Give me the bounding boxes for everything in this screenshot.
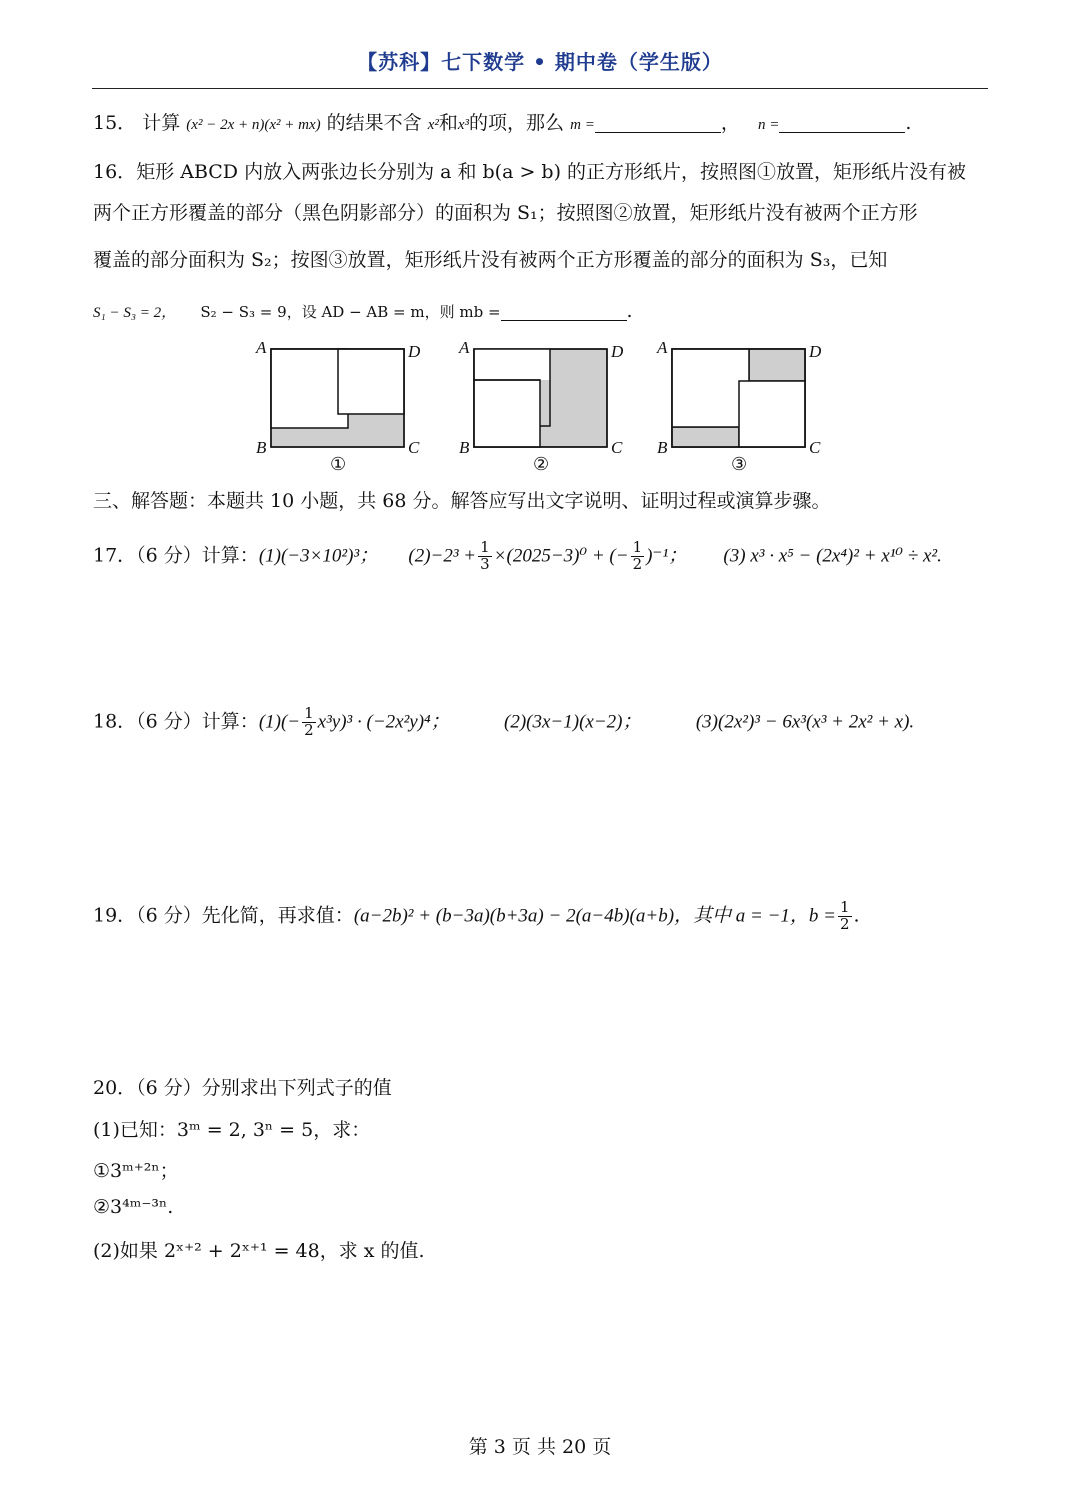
q17-part3: (3) x³ · x⁵ − (2x⁴)² + x¹⁰ ÷ x². xyxy=(723,545,942,567)
q15-and: 和 xyxy=(438,112,458,134)
q18-part2: (2)(3x−1)(x−2)； xyxy=(504,711,642,733)
question-17 xyxy=(93,540,942,573)
q17-part2-a: (2)−2³ + xyxy=(408,545,477,567)
q16-cond1: S₁ − S₃ = 2， xyxy=(93,305,177,321)
header-divider xyxy=(92,88,988,89)
q16-line3: 覆盖的部分面积为 S₂；按图③放置，矩形纸片没有被两个正方形覆盖的部分的面积为 S₃，已知 xyxy=(93,249,888,271)
q16-line2: 两个正方形覆盖的部分（黑色阴影部分）的面积为 S₁；按照图②放置，矩形纸片没有被两个正方形 xyxy=(93,202,918,224)
q16-cond2: S₂ − S₃ = 9，设 AD − AB = m，则 mb = xyxy=(200,303,501,321)
figure-3-label-c: C xyxy=(809,438,821,457)
q16-line1: 矩形 ABCD 内放入两张边长分别为 a 和 b(a > b) 的正方形纸片，按照图①放置，矩形纸片没有被 xyxy=(136,161,967,183)
figure-3-shaded-bottom xyxy=(672,427,739,447)
figure-2-label-c: C xyxy=(611,438,623,457)
figure-3-label-d: D xyxy=(809,342,822,361)
q17-part2-fraction1: $\frac{1}{3}$ xyxy=(480,538,490,573)
figure-2-label-a: A xyxy=(459,338,470,357)
figure-1-small-square xyxy=(338,349,404,414)
q17-part2-fraction2: $\frac{1}{2}$ xyxy=(632,538,643,573)
q20-part2: (2)如果 2ˣ⁺² + 2ˣ⁺¹ = 48，求 x 的值. xyxy=(93,1240,425,1262)
question-16-line3 xyxy=(93,245,887,272)
q19-end: . xyxy=(853,904,860,927)
figure-1-large-square xyxy=(271,349,348,428)
q15-end: . xyxy=(905,112,912,134)
question-20-title: 20．（6 分）分别求出下列式子的值 xyxy=(93,1077,392,1099)
q15-n-label: n = xyxy=(757,117,780,133)
q15-m-label: m = xyxy=(570,117,595,133)
figure-3 xyxy=(653,338,833,478)
question-19 xyxy=(93,900,860,933)
figure-1 xyxy=(252,338,432,478)
q15-term2: x³ xyxy=(457,117,470,133)
q16-end: . xyxy=(626,300,633,322)
figure-2-small-square xyxy=(474,380,540,447)
question-18 xyxy=(93,706,914,739)
figure-3-caption: ③ xyxy=(731,454,748,475)
q17-part2-b: ×(2025−3)⁰ + (− xyxy=(493,545,629,567)
question-16-line1 xyxy=(93,157,966,184)
figure-2-caption: ② xyxy=(533,454,550,475)
figure-1-label-c: C xyxy=(408,438,420,457)
q15-expression: (x² − 2x + n)(x² + mx) xyxy=(186,117,321,133)
q18-part1-a: (1)(− xyxy=(258,711,301,733)
q18-part3: (3)(2x²)³ − 6x³(x³ + 2x² + x). xyxy=(695,711,915,733)
q17-part1: (1)(−3×10²)³； xyxy=(258,545,379,567)
figure-1-label-b: B xyxy=(256,438,267,457)
figure-3-small-square xyxy=(739,381,805,447)
q15-prefix: 计算 xyxy=(142,112,181,134)
q15-m-blank[interactable] xyxy=(595,112,721,133)
question-16-line2 xyxy=(93,198,918,225)
section-3-heading: 三、解答题：本题共 10 小题，共 68 分。解答应写出文字说明、证明过程或演算步骤。 xyxy=(93,490,831,512)
figure-1-label-a: A xyxy=(256,338,267,357)
figure-3-shaded-top xyxy=(749,349,805,381)
page-footer: 第 3 页 共 20 页 xyxy=(468,1436,612,1458)
page-header-title: 【苏科】七下数学 • 期中卷（学生版） xyxy=(357,50,723,74)
figure-1-caption: ① xyxy=(330,454,347,475)
q20-part1-i: ①3ᵐ⁺²ⁿ； xyxy=(93,1160,179,1182)
figure-2-label-b: B xyxy=(459,438,470,457)
q15-n-blank[interactable] xyxy=(779,112,905,133)
q19-fraction: $\frac{1}{2}$ xyxy=(840,898,850,933)
figure-2-label-d: D xyxy=(611,342,624,361)
q15-number: 15． xyxy=(93,112,137,134)
q16-number: 16． xyxy=(93,161,137,183)
q20-part1-ii: ②3⁴ᵐ⁻³ⁿ. xyxy=(93,1196,174,1218)
q15-term1: x² xyxy=(427,117,439,133)
q19-label: 19．（6 分）先化简，再求值： xyxy=(93,904,354,927)
q15-middle: 的结果不含 xyxy=(326,112,422,134)
q19-expression: (a−2b)² + (b−3a)(b+3a) − 2(a−4b)(a+b)，其中 a = −1，b = xyxy=(353,905,836,927)
q18-part1-b: x³y)³ · (−2x²y)⁴； xyxy=(317,711,450,733)
q17-part2-c: )⁻¹； xyxy=(646,545,688,567)
q18-label: 18．（6 分）计算： xyxy=(93,710,259,733)
figure-3-label-a: A xyxy=(657,338,668,357)
q15-suffix: 的项，那么 xyxy=(469,112,565,134)
q15-sep: ， xyxy=(720,112,740,134)
figure-2 xyxy=(455,338,635,478)
q17-label: 17．（6 分）计算： xyxy=(93,544,259,567)
q16-answer-blank[interactable] xyxy=(501,300,627,321)
figure-3-label-b: B xyxy=(657,438,668,457)
figure-3-large-square xyxy=(672,349,749,427)
question-16-line4 xyxy=(93,300,633,322)
question-15 xyxy=(93,108,911,135)
q18-part1-fraction: $\frac{1}{2}$ xyxy=(304,704,314,739)
figure-1-label-d: D xyxy=(408,342,421,361)
q20-part1: (1)已知：3ᵐ = 2, 3ⁿ = 5，求： xyxy=(93,1119,371,1141)
